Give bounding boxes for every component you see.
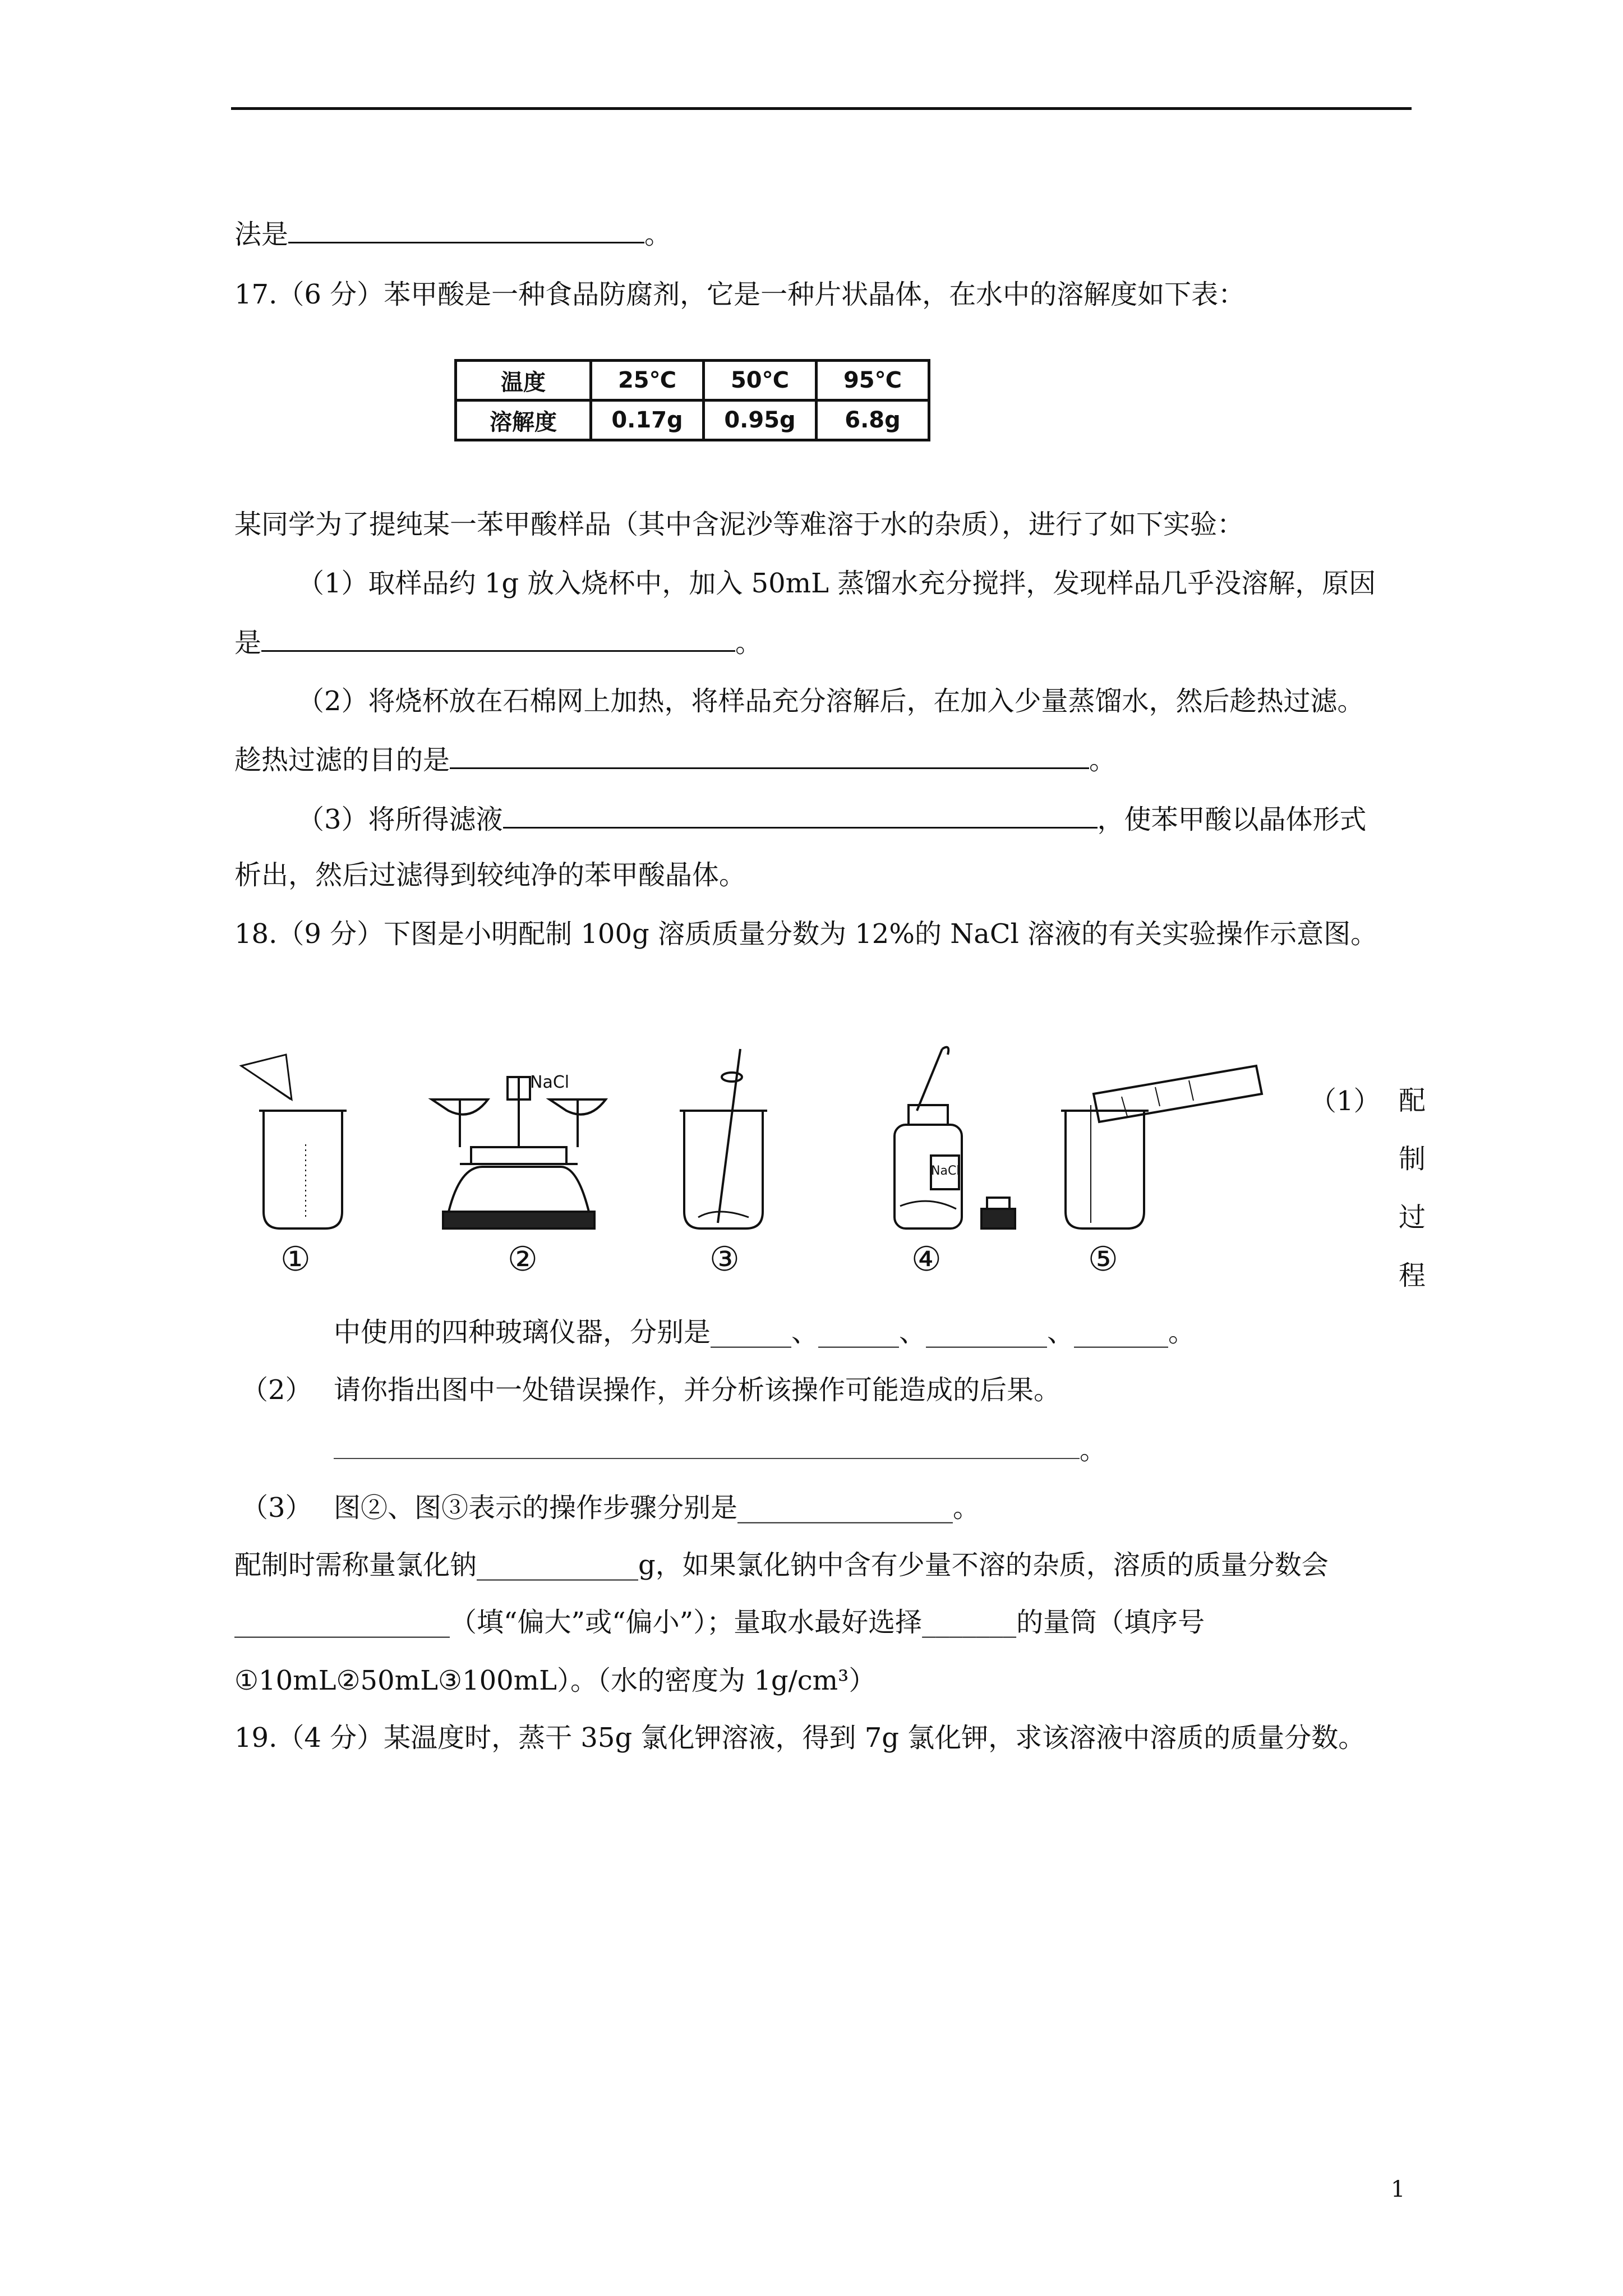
q18-title: 18.（9 分）下图是小明配制 100g 溶质质量分数为 12%的 NaCl 溶液的有关实验操作示意图。 — [234, 918, 1378, 950]
q18-part2-answer: 。 — [334, 1433, 1106, 1467]
nacl-label-balance: NaCl — [530, 1073, 570, 1092]
answer-blank[interactable] — [503, 801, 1098, 829]
beaker-with-glass-rod — [680, 1049, 767, 1228]
table-cell: 95℃ — [817, 361, 929, 401]
solubility-table — [454, 359, 930, 441]
table-cell: 溶解度 — [456, 401, 591, 440]
q18-part1-cont: 中使用的四种玻璃仪器，分别是______、______、_________、_______。 — [334, 1317, 1196, 1348]
q18-part1-num: （1） — [1310, 1085, 1381, 1117]
figure-label-4: ④ — [911, 1240, 942, 1279]
header-rule — [231, 107, 1412, 110]
beaker-with-paper — [241, 1055, 347, 1228]
apparatus-drawing — [224, 1043, 1290, 1290]
balance-scale — [432, 1077, 606, 1228]
answer-blank[interactable] — [261, 624, 735, 652]
figure-label-2: ② — [508, 1240, 538, 1279]
q17-title: 17.（6 分）苯甲酸是一种食品防腐剂，它是一种片状晶体，在水中的溶解度如下表： — [234, 279, 1246, 310]
beaker-with-cylinder — [1061, 1066, 1262, 1228]
q18-part1-vertical: 配 制 过 程 — [1398, 1085, 1426, 1291]
q18-part3: 图②、图③表示的操作步骤分别是________________。 — [334, 1492, 980, 1524]
figure-label-3: ③ — [709, 1240, 740, 1279]
nacl-label-jar: NaCl — [931, 1164, 960, 1178]
answer-blank[interactable] — [288, 216, 644, 243]
table-cell: 温度 — [456, 361, 591, 401]
q18-part3-num: （3） — [241, 1492, 312, 1524]
table-cell: 6.8g — [817, 401, 929, 440]
table-row — [456, 401, 929, 440]
table-cell: 0.17g — [591, 401, 704, 440]
q17-part3: （3）将所得滤液 ，使苯甲酸以晶体形式 — [297, 801, 1367, 836]
answer-blank[interactable] — [334, 1433, 1080, 1459]
q18-part6: ①10mL②50mL③100mL）。（水的密度为 1g/cm³） — [234, 1665, 876, 1696]
q18-part2: 请你指出图中一处错误操作，并分析该操作可能造成的后果。 — [334, 1374, 1061, 1406]
q17-part1: （1）取样品约 1g 放入烧杯中，加入 50mL 蒸馏水充分搅拌，发现样品几乎没溶解，原因 — [297, 568, 1376, 599]
table-cell: 0.95g — [704, 401, 817, 440]
figure-label-5: ⑤ — [1088, 1240, 1118, 1279]
q18-part4: 配制时需称量氯化钠____________g，如果氯化钠中含有少量不溶的杂质，溶质的质量分数会 — [234, 1549, 1329, 1581]
line-fashi: 法是 。 — [234, 216, 671, 251]
table-cell: 25℃ — [591, 361, 704, 401]
table-row — [456, 361, 929, 401]
table-cell: 50℃ — [704, 361, 817, 401]
figure-label-1: ① — [280, 1240, 311, 1279]
page-number: 1 — [1391, 2177, 1405, 2202]
answer-blank[interactable] — [450, 742, 1089, 769]
q17-part2: （2）将烧杯放在石棉网上加热，将样品充分溶解后，在加入少量蒸馏水，然后趁热过滤。 — [297, 685, 1364, 717]
q17-part3-cont: 析出，然后过滤得到较纯净的苯甲酸晶体。 — [234, 859, 746, 891]
q18-part2-num: （2） — [241, 1374, 312, 1406]
q19-text: 19.（4 分）某温度时，蒸干 35g 氯化钾溶液，得到 7g 氯化钾，求该溶液中溶质的质量分数。 — [234, 1722, 1366, 1754]
experiment-figure — [224, 1043, 1290, 1290]
q17-part2-cont: 趁热过滤的目的是 。 — [234, 742, 1116, 777]
q17-intro: 某同学为了提纯某一苯甲酸样品（其中含泥沙等难溶于水的杂质），进行了如下实验： — [234, 509, 1244, 540]
reagent-jar — [895, 1047, 1015, 1228]
q18-part5: ________________（填“偏大”或“偏小”）；量取水最好选择_______的量筒（填序号 — [234, 1607, 1205, 1638]
q17-part1-cont: 是 。 — [234, 624, 762, 660]
text-fashi: 法是 — [234, 219, 289, 250]
